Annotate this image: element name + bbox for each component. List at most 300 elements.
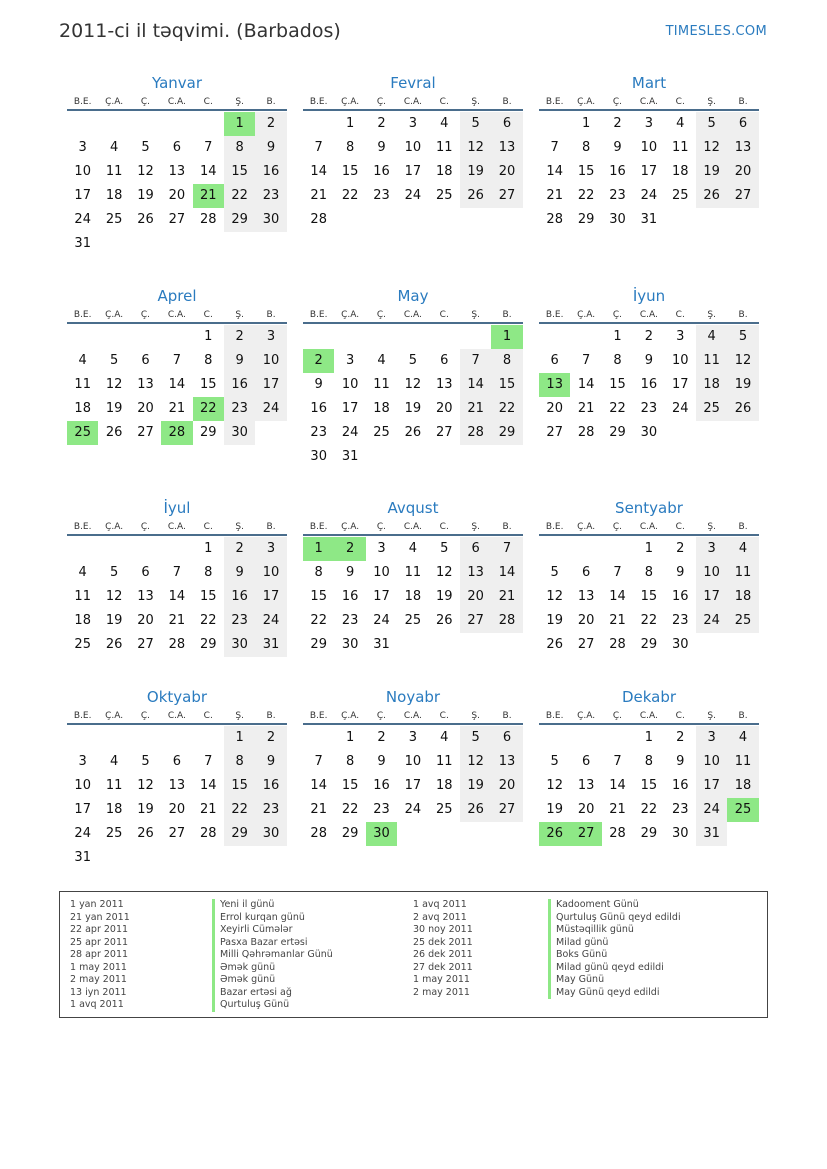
day-cell[interactable]: 22 (224, 798, 255, 822)
day-cell[interactable]: 29 (640, 637, 658, 652)
day-cell[interactable]: 10 (373, 565, 390, 580)
day-cell[interactable]: 27 (460, 609, 491, 633)
day-cell[interactable]: 31 (255, 633, 286, 657)
day-cell[interactable]: 26 (460, 798, 491, 822)
day-cell[interactable]: 2 (224, 537, 255, 561)
day-cell[interactable]: 7 (204, 754, 213, 769)
day-cell[interactable]: 7 (613, 754, 622, 769)
day-cell[interactable]: 14 (168, 377, 186, 392)
day-cell[interactable]: 4 (696, 325, 727, 349)
day-cell[interactable]: 15 (609, 377, 626, 392)
day-cell[interactable]: 11 (105, 778, 123, 793)
day-cell[interactable]: 3 (408, 116, 417, 131)
day-cell[interactable]: 9 (644, 353, 653, 368)
day-cell[interactable]: 7 (314, 140, 323, 155)
day-cell[interactable]: 3 (345, 353, 355, 368)
day-cell[interactable]: 11 (727, 750, 758, 774)
day-holiday[interactable]: 27 (570, 822, 601, 846)
day-cell[interactable]: 7 (550, 140, 559, 155)
day-cell[interactable]: 19 (137, 188, 154, 203)
day-cell[interactable]: 21 (491, 585, 522, 609)
day-cell[interactable]: 24 (74, 826, 91, 841)
day-cell[interactable]: 1 (345, 730, 355, 745)
day-cell[interactable]: 8 (204, 565, 213, 580)
day-cell[interactable]: 15 (224, 774, 255, 798)
day-cell[interactable]: 9 (314, 377, 323, 392)
day-cell[interactable]: 5 (696, 112, 727, 136)
day-cell[interactable]: 7 (581, 353, 591, 368)
day-cell[interactable]: 3 (78, 140, 87, 155)
day-cell[interactable]: 24 (696, 798, 727, 822)
day-cell[interactable]: 5 (141, 754, 150, 769)
day-cell[interactable]: 5 (460, 726, 491, 750)
day-cell[interactable]: 8 (204, 353, 213, 368)
day-cell[interactable]: 27 (577, 637, 595, 652)
day-cell[interactable]: 16 (640, 377, 658, 392)
day-cell[interactable]: 17 (696, 585, 727, 609)
day-cell[interactable]: 13 (168, 164, 186, 179)
day-cell[interactable]: 12 (137, 164, 154, 179)
day-cell[interactable]: 17 (404, 164, 422, 179)
day-holiday[interactable]: 28 (161, 421, 192, 445)
day-cell[interactable]: 15 (310, 589, 327, 604)
day-cell[interactable]: 8 (345, 754, 355, 769)
day-cell[interactable]: 12 (696, 136, 727, 160)
day-cell[interactable]: 12 (105, 377, 123, 392)
day-cell[interactable]: 21 (310, 802, 327, 817)
day-cell[interactable]: 13 (491, 750, 522, 774)
day-cell[interactable]: 5 (408, 353, 417, 368)
day-holiday[interactable]: 1 (303, 537, 334, 561)
day-cell[interactable]: 30 (310, 449, 327, 464)
day-cell[interactable]: 12 (460, 750, 491, 774)
day-cell[interactable]: 28 (199, 212, 217, 227)
day-cell[interactable]: 25 (435, 802, 453, 817)
day-cell[interactable]: 9 (224, 561, 255, 585)
day-cell[interactable]: 27 (546, 425, 563, 440)
day-cell[interactable]: 13 (491, 136, 522, 160)
day-cell[interactable]: 23 (255, 798, 286, 822)
day-cell[interactable]: 28 (310, 212, 327, 227)
day-cell[interactable]: 15 (640, 589, 658, 604)
day-cell[interactable]: 9 (613, 140, 622, 155)
day-cell[interactable]: 23 (373, 802, 390, 817)
day-cell[interactable]: 12 (137, 778, 154, 793)
day-cell[interactable]: 29 (310, 637, 327, 652)
day-cell[interactable]: 5 (460, 112, 491, 136)
day-cell[interactable]: 23 (224, 609, 255, 633)
day-cell[interactable]: 31 (373, 637, 390, 652)
day-cell[interactable]: 2 (377, 730, 386, 745)
day-cell[interactable]: 26 (696, 184, 727, 208)
day-cell[interactable]: 8 (314, 565, 323, 580)
day-cell[interactable]: 25 (435, 188, 453, 203)
day-cell[interactable]: 21 (609, 802, 626, 817)
day-cell[interactable]: 12 (105, 589, 123, 604)
day-cell[interactable]: 19 (105, 401, 123, 416)
day-cell[interactable]: 16 (671, 589, 689, 604)
day-cell[interactable]: 30 (671, 637, 689, 652)
day-cell[interactable]: 27 (137, 637, 154, 652)
day-cell[interactable]: 12 (727, 349, 758, 373)
day-cell[interactable]: 13 (460, 561, 491, 585)
day-cell[interactable]: 17 (255, 373, 286, 397)
day-cell[interactable]: 26 (546, 637, 563, 652)
day-cell[interactable]: 22 (577, 188, 595, 203)
day-cell[interactable]: 25 (404, 613, 422, 628)
day-cell[interactable]: 4 (676, 116, 685, 131)
day-cell[interactable]: 25 (696, 397, 727, 421)
day-cell[interactable]: 2 (676, 541, 685, 556)
day-cell[interactable]: 20 (435, 401, 453, 416)
day-cell[interactable]: 31 (74, 850, 91, 865)
day-cell[interactable]: 27 (491, 184, 522, 208)
day-cell[interactable]: 17 (74, 802, 91, 817)
day-cell[interactable]: 4 (78, 353, 87, 368)
day-cell[interactable]: 25 (671, 188, 689, 203)
day-cell[interactable]: 5 (440, 541, 449, 556)
day-cell[interactable]: 2 (224, 325, 255, 349)
day-cell[interactable]: 3 (676, 329, 685, 344)
day-cell[interactable]: 14 (546, 164, 563, 179)
day-cell[interactable]: 2 (613, 116, 622, 131)
day-cell[interactable]: 30 (640, 425, 658, 440)
day-cell[interactable]: 25 (727, 609, 758, 633)
day-cell[interactable]: 14 (310, 778, 327, 793)
day-cell[interactable]: 20 (491, 774, 522, 798)
day-holiday[interactable]: 13 (539, 373, 570, 397)
day-cell[interactable]: 25 (74, 637, 91, 652)
day-cell[interactable]: 1 (581, 116, 591, 131)
day-cell[interactable]: 1 (204, 541, 213, 556)
day-cell[interactable]: 14 (199, 164, 217, 179)
day-cell[interactable]: 26 (137, 826, 154, 841)
day-cell[interactable]: 5 (727, 325, 758, 349)
day-holiday[interactable]: 25 (67, 421, 98, 445)
day-cell[interactable]: 18 (435, 778, 453, 793)
day-cell[interactable]: 19 (435, 589, 453, 604)
day-cell[interactable]: 11 (435, 140, 453, 155)
day-cell[interactable]: 3 (696, 537, 727, 561)
day-cell[interactable]: 23 (255, 184, 286, 208)
day-holiday[interactable]: 1 (491, 325, 522, 349)
day-cell[interactable]: 18 (404, 589, 422, 604)
day-cell[interactable]: 26 (105, 637, 123, 652)
day-cell[interactable]: 16 (373, 778, 390, 793)
day-cell[interactable]: 11 (74, 377, 91, 392)
day-cell[interactable]: 26 (727, 397, 758, 421)
day-cell[interactable]: 16 (255, 774, 286, 798)
day-cell[interactable]: 16 (671, 778, 689, 793)
day-cell[interactable]: 4 (440, 116, 449, 131)
day-cell[interactable]: 9 (377, 754, 386, 769)
day-cell[interactable]: 9 (676, 754, 685, 769)
day-cell[interactable]: 28 (199, 826, 217, 841)
day-cell[interactable]: 31 (74, 236, 91, 251)
day-cell[interactable]: 12 (404, 377, 422, 392)
day-cell[interactable]: 15 (577, 164, 595, 179)
day-cell[interactable]: 31 (341, 449, 359, 464)
day-cell[interactable]: 26 (460, 184, 491, 208)
day-cell[interactable]: 16 (224, 373, 255, 397)
day-cell[interactable]: 10 (640, 140, 658, 155)
day-cell[interactable]: 11 (435, 754, 453, 769)
day-cell[interactable]: 7 (613, 565, 622, 580)
day-cell[interactable]: 24 (255, 609, 286, 633)
day-cell[interactable]: 17 (640, 164, 658, 179)
day-cell[interactable]: 5 (550, 754, 559, 769)
day-cell[interactable]: 15 (199, 377, 217, 392)
day-cell[interactable]: 18 (727, 585, 758, 609)
day-cell[interactable]: 28 (491, 609, 522, 633)
day-cell[interactable]: 4 (727, 726, 758, 750)
day-cell[interactable]: 30 (224, 421, 255, 445)
day-cell[interactable]: 19 (460, 774, 491, 798)
day-cell[interactable]: 21 (546, 188, 563, 203)
day-cell[interactable]: 18 (74, 613, 91, 628)
day-cell[interactable]: 24 (373, 613, 390, 628)
day-cell[interactable]: 30 (609, 212, 626, 227)
day-cell[interactable]: 18 (671, 164, 689, 179)
day-cell[interactable]: 2 (676, 730, 685, 745)
day-cell[interactable]: 6 (491, 726, 522, 750)
day-cell[interactable]: 25 (373, 425, 390, 440)
day-cell[interactable]: 10 (696, 750, 727, 774)
day-cell[interactable]: 28 (577, 425, 595, 440)
day-cell[interactable]: 15 (341, 164, 359, 179)
day-cell[interactable]: 4 (109, 140, 119, 155)
day-cell[interactable]: 20 (577, 802, 595, 817)
day-cell[interactable]: 16 (255, 160, 286, 184)
day-cell[interactable]: 4 (78, 565, 87, 580)
day-cell[interactable]: 3 (408, 730, 417, 745)
day-cell[interactable]: 10 (74, 778, 91, 793)
day-cell[interactable]: 2 (255, 726, 286, 750)
day-cell[interactable]: 7 (204, 140, 213, 155)
day-cell[interactable]: 22 (224, 184, 255, 208)
day-cell[interactable]: 31 (696, 822, 727, 846)
day-cell[interactable]: 4 (377, 353, 386, 368)
day-cell[interactable]: 20 (137, 401, 154, 416)
day-cell[interactable]: 22 (640, 802, 658, 817)
day-cell[interactable]: 4 (109, 754, 119, 769)
day-cell[interactable]: 3 (78, 754, 87, 769)
day-cell[interactable]: 16 (224, 585, 255, 609)
day-cell[interactable]: 3 (255, 325, 286, 349)
day-cell[interactable]: 29 (224, 822, 255, 846)
day-cell[interactable]: 22 (609, 401, 626, 416)
day-cell[interactable]: 11 (404, 565, 422, 580)
day-cell[interactable]: 21 (199, 802, 217, 817)
day-cell[interactable]: 12 (460, 136, 491, 160)
day-cell[interactable]: 6 (440, 353, 449, 368)
day-cell[interactable]: 2 (377, 116, 386, 131)
day-cell[interactable]: 5 (141, 140, 150, 155)
day-cell[interactable]: 13 (727, 136, 758, 160)
day-cell[interactable]: 17 (74, 188, 91, 203)
day-cell[interactable]: 17 (255, 585, 286, 609)
day-cell[interactable]: 18 (435, 164, 453, 179)
day-cell[interactable]: 19 (137, 802, 154, 817)
day-cell[interactable]: 28 (546, 212, 563, 227)
day-cell[interactable]: 1 (644, 730, 653, 745)
day-cell[interactable]: 18 (727, 774, 758, 798)
day-cell[interactable]: 25 (105, 826, 123, 841)
day-holiday[interactable]: 22 (193, 397, 224, 421)
day-cell[interactable]: 19 (404, 401, 422, 416)
day-cell[interactable]: 9 (224, 349, 255, 373)
day-cell[interactable]: 20 (168, 802, 186, 817)
day-cell[interactable]: 22 (341, 188, 359, 203)
day-cell[interactable]: 14 (577, 377, 595, 392)
day-cell[interactable]: 8 (644, 565, 653, 580)
day-cell[interactable]: 24 (696, 609, 727, 633)
day-holiday[interactable]: 30 (366, 822, 397, 846)
day-cell[interactable]: 15 (199, 589, 217, 604)
day-cell[interactable]: 8 (644, 754, 653, 769)
day-cell[interactable]: 26 (404, 425, 422, 440)
day-cell[interactable]: 17 (341, 401, 359, 416)
day-cell[interactable]: 23 (640, 401, 658, 416)
day-cell[interactable]: 22 (341, 802, 359, 817)
day-cell[interactable]: 23 (671, 802, 689, 817)
day-cell[interactable]: 13 (168, 778, 186, 793)
day-cell[interactable]: 18 (105, 188, 123, 203)
day-cell[interactable]: 17 (696, 774, 727, 798)
day-cell[interactable]: 31 (640, 212, 658, 227)
day-cell[interactable]: 20 (727, 160, 758, 184)
day-cell[interactable]: 24 (341, 425, 359, 440)
day-holiday[interactable]: 2 (334, 537, 365, 561)
day-cell[interactable]: 13 (577, 589, 595, 604)
day-cell[interactable]: 13 (137, 589, 154, 604)
day-cell[interactable]: 10 (255, 561, 286, 585)
day-cell[interactable]: 7 (172, 353, 181, 368)
day-cell[interactable]: 6 (141, 565, 150, 580)
day-cell[interactable]: 24 (74, 212, 91, 227)
day-cell[interactable]: 15 (224, 160, 255, 184)
day-cell[interactable]: 15 (341, 778, 359, 793)
day-cell[interactable]: 27 (435, 425, 453, 440)
day-cell[interactable]: 9 (255, 136, 286, 160)
day-cell[interactable]: 11 (373, 377, 390, 392)
day-cell[interactable]: 29 (199, 637, 217, 652)
day-cell[interactable]: 30 (255, 208, 286, 232)
day-cell[interactable]: 14 (199, 778, 217, 793)
day-cell[interactable]: 19 (546, 802, 563, 817)
day-cell[interactable]: 25 (105, 212, 123, 227)
day-cell[interactable]: 15 (640, 778, 658, 793)
day-cell[interactable]: 26 (435, 613, 453, 628)
day-cell[interactable]: 14 (491, 561, 522, 585)
day-cell[interactable]: 5 (550, 565, 559, 580)
day-cell[interactable]: 10 (404, 140, 422, 155)
day-cell[interactable]: 28 (609, 637, 626, 652)
day-cell[interactable]: 11 (727, 561, 758, 585)
day-cell[interactable]: 27 (168, 212, 186, 227)
day-cell[interactable]: 19 (696, 160, 727, 184)
day-cell[interactable]: 30 (255, 822, 286, 846)
day-cell[interactable]: 30 (224, 633, 255, 657)
day-cell[interactable]: 27 (168, 826, 186, 841)
day-cell[interactable]: 17 (373, 589, 390, 604)
day-cell[interactable]: 22 (640, 613, 658, 628)
day-cell[interactable]: 18 (696, 373, 727, 397)
day-cell[interactable]: 28 (168, 637, 186, 652)
day-cell[interactable]: 8 (581, 140, 591, 155)
day-cell[interactable]: 23 (373, 188, 390, 203)
day-cell[interactable]: 1 (224, 726, 255, 750)
day-holiday[interactable]: 26 (539, 822, 570, 846)
day-cell[interactable]: 18 (105, 802, 123, 817)
day-cell[interactable]: 24 (404, 802, 422, 817)
day-cell[interactable]: 6 (581, 754, 591, 769)
day-cell[interactable]: 13 (577, 778, 595, 793)
day-cell[interactable]: 13 (137, 377, 154, 392)
day-cell[interactable]: 1 (644, 541, 653, 556)
day-cell[interactable]: 1 (345, 116, 355, 131)
day-cell[interactable]: 20 (168, 188, 186, 203)
day-cell[interactable]: 29 (199, 425, 217, 440)
day-cell[interactable]: 29 (341, 826, 359, 841)
day-cell[interactable]: 6 (172, 140, 181, 155)
day-holiday[interactable]: 25 (727, 798, 758, 822)
day-cell[interactable]: 22 (310, 613, 327, 628)
day-cell[interactable]: 8 (224, 750, 255, 774)
day-cell[interactable]: 9 (377, 140, 386, 155)
day-cell[interactable]: 17 (671, 377, 689, 392)
day-cell[interactable]: 14 (609, 589, 626, 604)
day-cell[interactable]: 10 (74, 164, 91, 179)
day-cell[interactable]: 24 (640, 188, 658, 203)
day-holiday[interactable]: 1 (224, 112, 255, 136)
day-cell[interactable]: 20 (546, 401, 563, 416)
day-cell[interactable]: 29 (609, 425, 626, 440)
day-cell[interactable]: 21 (609, 613, 626, 628)
day-cell[interactable]: 2 (255, 112, 286, 136)
day-cell[interactable]: 21 (310, 188, 327, 203)
day-holiday[interactable]: 2 (303, 349, 334, 373)
day-cell[interactable]: 11 (105, 164, 123, 179)
day-cell[interactable]: 14 (310, 164, 327, 179)
day-cell[interactable]: 28 (310, 826, 327, 841)
day-cell[interactable]: 5 (109, 353, 119, 368)
day-cell[interactable]: 26 (105, 425, 123, 440)
day-cell[interactable]: 29 (640, 826, 658, 841)
day-cell[interactable]: 30 (341, 637, 359, 652)
day-cell[interactable]: 23 (224, 397, 255, 421)
day-cell[interactable]: 6 (550, 353, 559, 368)
day-cell[interactable]: 27 (137, 425, 154, 440)
day-cell[interactable]: 3 (696, 726, 727, 750)
day-cell[interactable]: 21 (460, 397, 491, 421)
day-cell[interactable]: 20 (577, 613, 595, 628)
day-cell[interactable]: 24 (404, 188, 422, 203)
day-cell[interactable]: 24 (255, 397, 286, 421)
day-cell[interactable]: 10 (696, 561, 727, 585)
day-cell[interactable]: 29 (224, 208, 255, 232)
day-cell[interactable]: 9 (345, 565, 355, 580)
day-cell[interactable]: 23 (609, 188, 626, 203)
brand-link[interactable]: TIMESLES.COM (665, 24, 767, 39)
day-cell[interactable]: 22 (199, 613, 217, 628)
day-cell[interactable]: 8 (224, 136, 255, 160)
day-cell[interactable]: 21 (577, 401, 595, 416)
day-cell[interactable]: 10 (671, 353, 689, 368)
day-cell[interactable]: 12 (435, 565, 453, 580)
day-cell[interactable]: 27 (491, 798, 522, 822)
day-cell[interactable]: 10 (341, 377, 359, 392)
